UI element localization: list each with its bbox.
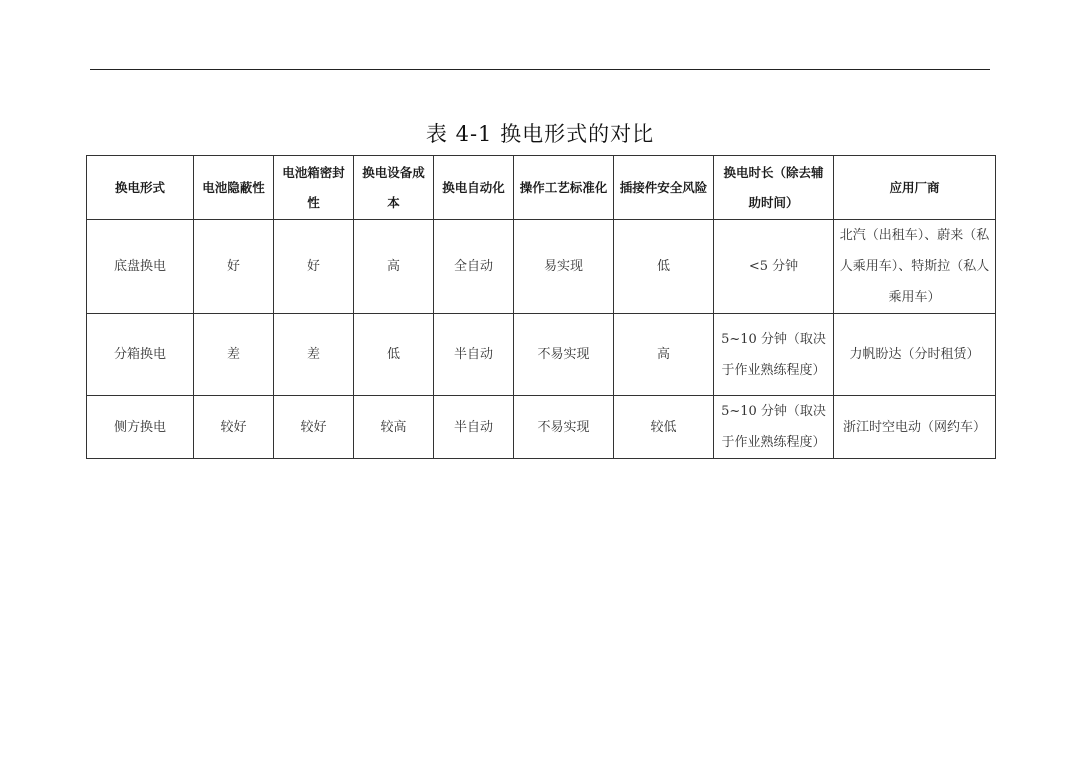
table-row bbox=[87, 314, 996, 396]
table-title: 表 4-1 换电形式的对比 bbox=[425, 122, 655, 146]
table-cell: 侧方换电 bbox=[87, 396, 194, 459]
table-cell: 较高 bbox=[354, 396, 434, 459]
header-automation: 换电自动化 bbox=[434, 156, 514, 220]
table-cell: 较好 bbox=[194, 396, 274, 459]
header-battery-concealment: 电池隐蔽性 bbox=[194, 156, 274, 220]
table-cell: 分箱换电 bbox=[87, 314, 194, 396]
header-swap-duration: 换电时长（除去辅助时间） bbox=[714, 156, 834, 220]
table-cell: 5~10 分钟（取决于作业熟练程度） bbox=[714, 314, 834, 396]
table-cell: 北汽（出租车）、蔚来（私人乘用车）、特斯拉（私人乘用车） bbox=[834, 220, 996, 314]
table-cell: 5~10 分钟（取决于作业熟练程度） bbox=[714, 396, 834, 459]
table-cell: 差 bbox=[274, 314, 354, 396]
table-header-row bbox=[87, 156, 996, 220]
table-cell: 较好 bbox=[274, 396, 354, 459]
table-cell: 较低 bbox=[614, 396, 714, 459]
comparison-table bbox=[86, 155, 996, 459]
table-cell: 高 bbox=[354, 220, 434, 314]
table-row bbox=[87, 396, 996, 459]
header-form: 换电形式 bbox=[87, 156, 194, 220]
table-cell: <5 分钟 bbox=[714, 220, 834, 314]
table-cell: 低 bbox=[354, 314, 434, 396]
table-cell: 底盘换电 bbox=[87, 220, 194, 314]
table-cell: 半自动 bbox=[434, 396, 514, 459]
table-cell: 全自动 bbox=[434, 220, 514, 314]
header-equipment-cost: 换电设备成本 bbox=[354, 156, 434, 220]
header-rule bbox=[90, 69, 990, 70]
table-cell: 好 bbox=[274, 220, 354, 314]
table-cell: 低 bbox=[614, 220, 714, 314]
table-cell: 不易实现 bbox=[514, 314, 614, 396]
table-cell: 易实现 bbox=[514, 220, 614, 314]
table-cell: 半自动 bbox=[434, 314, 514, 396]
table-cell: 浙江时空电动（网约车） bbox=[834, 396, 996, 459]
header-manufacturers: 应用厂商 bbox=[834, 156, 996, 220]
header-connector-risk: 插接件安全风险 bbox=[614, 156, 714, 220]
table-row bbox=[87, 220, 996, 314]
header-process-standardization: 操作工艺标准化 bbox=[514, 156, 614, 220]
table-cell: 力帆盼达（分时租赁） bbox=[834, 314, 996, 396]
table-cell: 差 bbox=[194, 314, 274, 396]
table-cell: 不易实现 bbox=[514, 396, 614, 459]
table-cell: 高 bbox=[614, 314, 714, 396]
table-cell: 好 bbox=[194, 220, 274, 314]
header-battery-box-sealing: 电池箱密封性 bbox=[274, 156, 354, 220]
